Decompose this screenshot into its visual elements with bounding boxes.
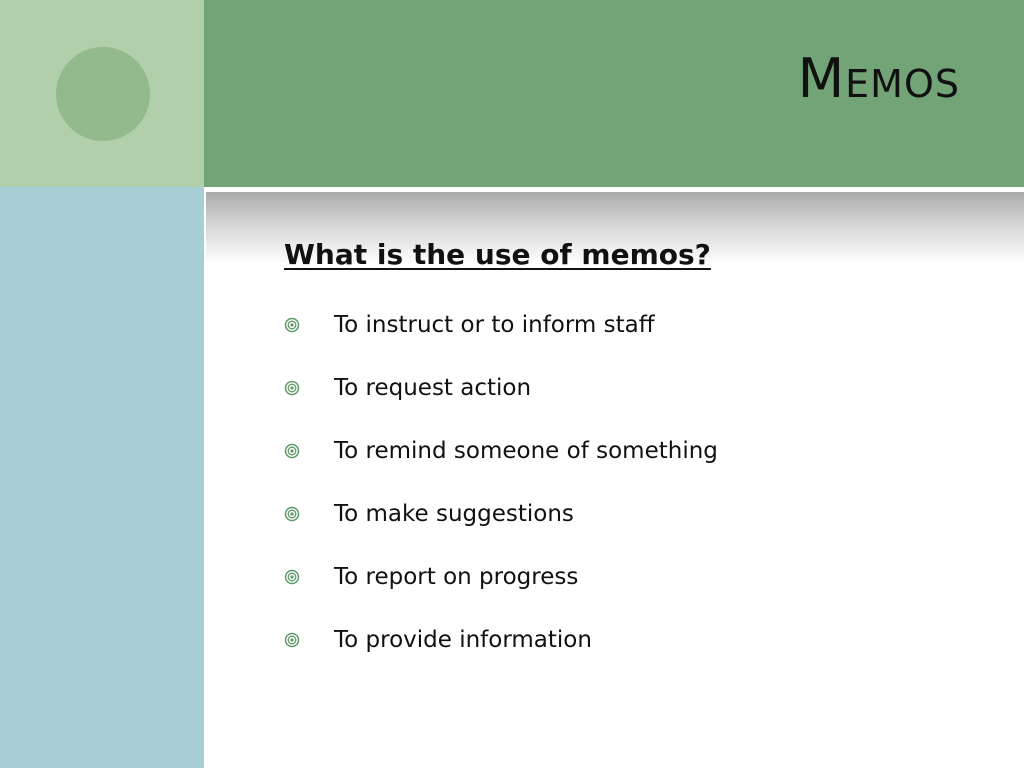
decorative-circle — [56, 47, 150, 141]
concentric-circle-icon — [284, 443, 300, 459]
bullet-text: To remind someone of something — [334, 438, 718, 465]
side-divider — [204, 192, 206, 768]
bullet-text: To request action — [334, 375, 532, 402]
bullet-text: To instruct or to inform staff — [334, 312, 655, 339]
left-side-bar — [0, 187, 204, 768]
concentric-circle-icon — [284, 317, 300, 333]
concentric-circle-icon — [284, 506, 300, 522]
list-item — [284, 357, 984, 420]
slide-subheading: What is the use of memos? — [284, 238, 711, 271]
list-item — [284, 546, 984, 609]
list-item — [284, 420, 984, 483]
concentric-circle-icon — [284, 632, 300, 648]
corner-block — [0, 0, 204, 187]
slide-title: Memos — [797, 47, 960, 110]
bullet-text: To make suggestions — [334, 501, 574, 528]
concentric-circle-icon — [284, 569, 300, 585]
bullet-text: To provide information — [334, 627, 592, 654]
slide-content — [284, 238, 984, 672]
concentric-circle-icon — [284, 380, 300, 396]
list-item — [284, 483, 984, 546]
bullet-list — [284, 294, 984, 672]
bullet-text: To report on progress — [334, 564, 579, 591]
list-item — [284, 609, 984, 672]
list-item — [284, 294, 984, 357]
